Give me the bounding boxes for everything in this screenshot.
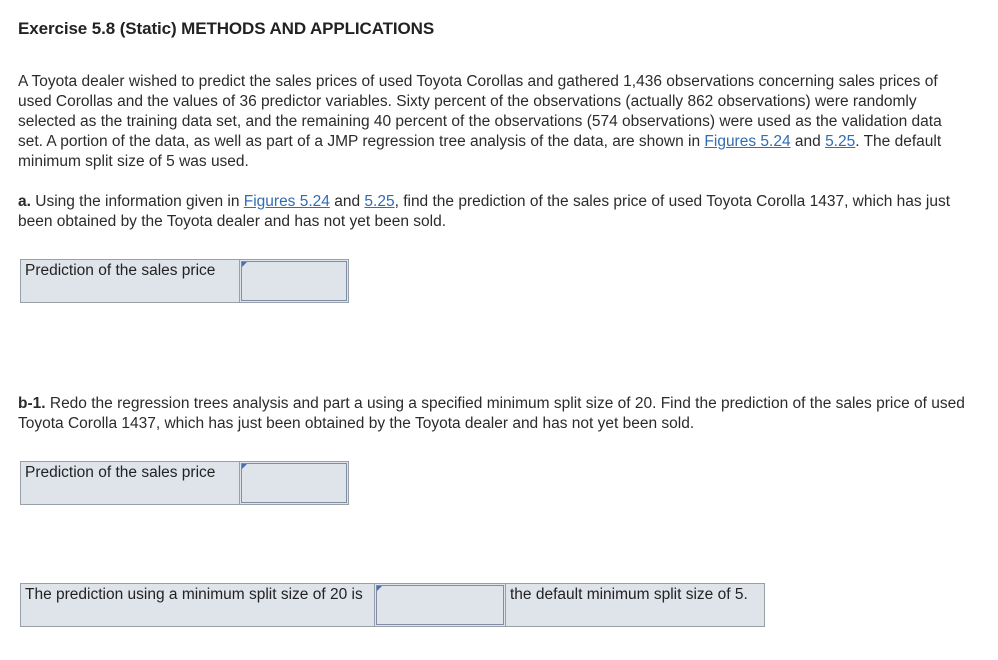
part-a-figure-5-24-link[interactable]: Figures 5.24 bbox=[243, 193, 330, 210]
intro-paragraph bbox=[18, 72, 968, 172]
part-b1-answer-cell bbox=[240, 462, 349, 505]
comparison-select[interactable] bbox=[376, 585, 504, 625]
part-a-answer-input[interactable] bbox=[241, 261, 347, 301]
part-a-answer-label: Prediction of the sales price bbox=[21, 260, 240, 303]
select-marker-icon bbox=[377, 586, 382, 591]
part-a-label: a. bbox=[18, 193, 31, 210]
figure-5-25-link[interactable]: 5.25 bbox=[825, 133, 856, 150]
part-b1-answer-input[interactable] bbox=[241, 463, 347, 503]
comparison-suffix: the default minimum split size of 5. bbox=[506, 584, 765, 627]
part-a-text-1: Using the information given in bbox=[30, 193, 244, 210]
input-marker-icon bbox=[242, 464, 247, 469]
comparison-table bbox=[20, 583, 765, 627]
intro-text-2: and bbox=[790, 133, 826, 150]
part-a-paragraph bbox=[18, 192, 968, 232]
part-b1-answer-label: Prediction of the sales price bbox=[21, 462, 240, 505]
part-a-text-2: and bbox=[329, 193, 365, 210]
page-title: Exercise 5.8 (Static) METHODS AND APPLICATIONS bbox=[18, 19, 435, 38]
part-a-answer-cell bbox=[240, 260, 349, 303]
intro-text-3: . The default minimum split size of 5 was used. bbox=[18, 133, 942, 170]
part-b1-text: Redo the regression trees analysis and part a using a specified minimum split size of 20. Find the prediction of the sales price of used Toyota Corolla 1437, which has just been obtained by the Toyota dealer and has not yet been sold. bbox=[18, 395, 965, 432]
part-a-text-3: , find the prediction of the sales price of used Toyota Corolla 1437, which has just been obtained by the Toyota dealer and has not yet been sold. bbox=[18, 193, 951, 230]
part-b1-answer-table bbox=[20, 461, 349, 505]
part-a-answer-table bbox=[20, 259, 349, 303]
comparison-select-cell bbox=[375, 584, 506, 627]
intro-text-1: A Toyota dealer wished to predict the sales prices of used Toyota Corollas and gathered 1,436 observations concerning sales prices of used Corollas and the values of 36 predictor variables. Sixty percent of the observations (actually 862 observations) were randomly selected as the training data set, and the remaining 40 percent of the observations (574 observations) were used as the validation data set. A portion of the data, as well as part of a JMP regression tree analysis of the data, are shown in bbox=[18, 73, 942, 150]
part-b1-label: b-1. bbox=[18, 395, 46, 412]
figure-5-24-link[interactable]: Figures 5.24 bbox=[704, 133, 791, 150]
comparison-label: The prediction using a minimum split size of 20 is bbox=[21, 584, 375, 627]
input-marker-icon bbox=[242, 262, 247, 267]
part-a-figure-5-25-link[interactable]: 5.25 bbox=[364, 193, 395, 210]
part-b1-paragraph bbox=[18, 394, 968, 434]
